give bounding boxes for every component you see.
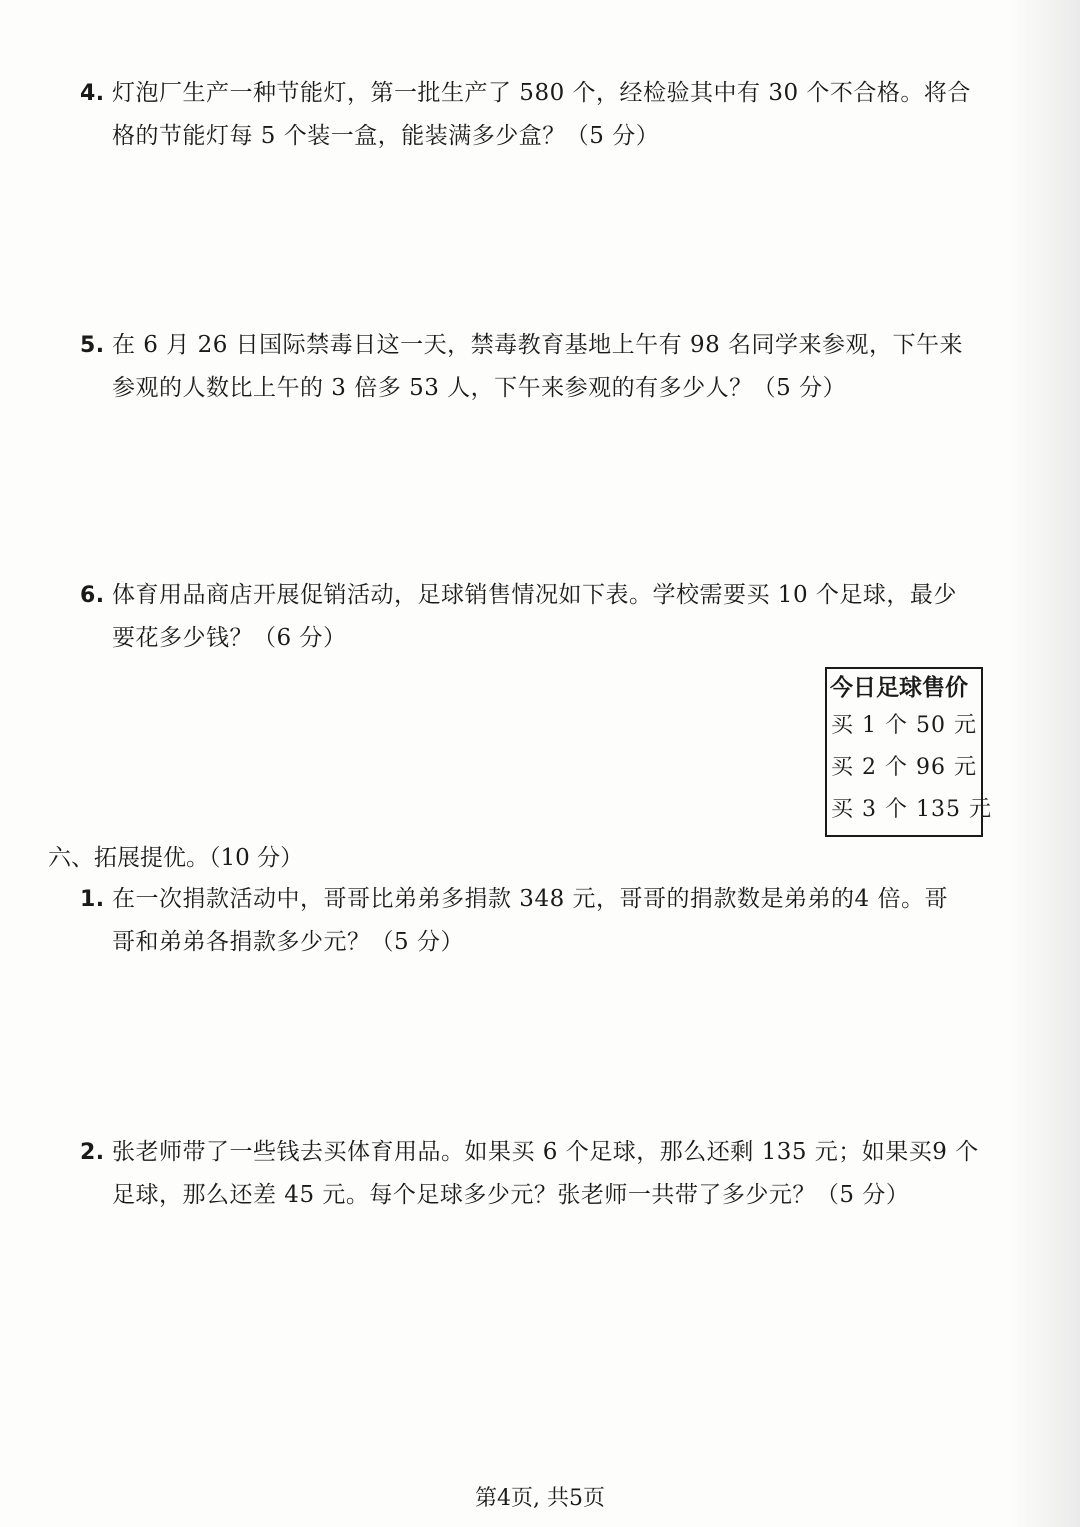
question-number: 4. xyxy=(80,81,105,106)
question-text: 张老师带了一些钱去买体育用品。如果买 6 个足球，那么还剩 135 元；如果买9 个 xyxy=(112,1139,979,1165)
question-4-line-1 xyxy=(80,72,1000,115)
question-5 xyxy=(80,324,1000,410)
scan-edge-shadow xyxy=(1010,0,1080,1527)
question-text: 在 6 月 26 日国际禁毒日这一天，禁毒教育基地上午有 98 名同学来参观，下午来 xyxy=(112,332,964,358)
question-6-line-2: 要花多少钱？（6 分） xyxy=(112,625,347,651)
question-6 xyxy=(80,574,1000,660)
question-4-line-2: 格的节能灯每 5 个装一盒，能装满多少盒？（5 分） xyxy=(112,123,660,149)
section-6-question-1 xyxy=(80,878,1000,964)
question-text: 在一次捐款活动中，哥哥比弟弟多捐款 348 元，哥哥的捐款数是弟弟的4 倍。哥 xyxy=(112,886,948,912)
price-row: 买 1 个 50 元 xyxy=(831,713,977,738)
section-6-title: 六、拓展提优。（10 分） xyxy=(48,845,304,871)
section-6-question-1-line-2: 哥和弟弟各捐款多少元？（5 分） xyxy=(112,929,464,955)
question-5-line-1 xyxy=(80,324,1000,367)
question-6-line-1 xyxy=(80,574,1000,617)
question-number: 6. xyxy=(80,583,105,608)
section-6-question-2-line-1 xyxy=(80,1131,1000,1174)
page-number-footer: 第4页, 共5页 xyxy=(475,1486,605,1511)
question-text: 灯泡厂生产一种节能灯，第一批生产了 580 个，经检验其中有 30 个不合格。将合 xyxy=(112,80,971,106)
question-number: 2. xyxy=(80,1140,105,1165)
question-number: 1. xyxy=(80,887,105,912)
price-row: 买 3 个 135 元 xyxy=(831,797,992,822)
section-6-question-2 xyxy=(80,1131,1000,1217)
price-row: 买 2 个 96 元 xyxy=(831,755,977,780)
question-4 xyxy=(80,72,1000,158)
section-6-question-1-line-1 xyxy=(80,878,1000,921)
question-text: 体育用品商店开展促销活动，足球销售情况如下表。学校需要买 10 个足球，最少 xyxy=(112,582,957,608)
price-table-title: 今日足球售价 xyxy=(830,675,968,701)
question-5-line-2: 参观的人数比上午的 3 倍多 53 人，下午来参观的有多少人？（5 分） xyxy=(112,375,847,401)
football-price-table xyxy=(825,667,992,837)
section-6-question-2-line-2: 足球，那么还差 45 元。每个足球多少元？张老师一共带了多少元？（5 分） xyxy=(112,1182,910,1208)
question-number: 5. xyxy=(80,333,105,358)
